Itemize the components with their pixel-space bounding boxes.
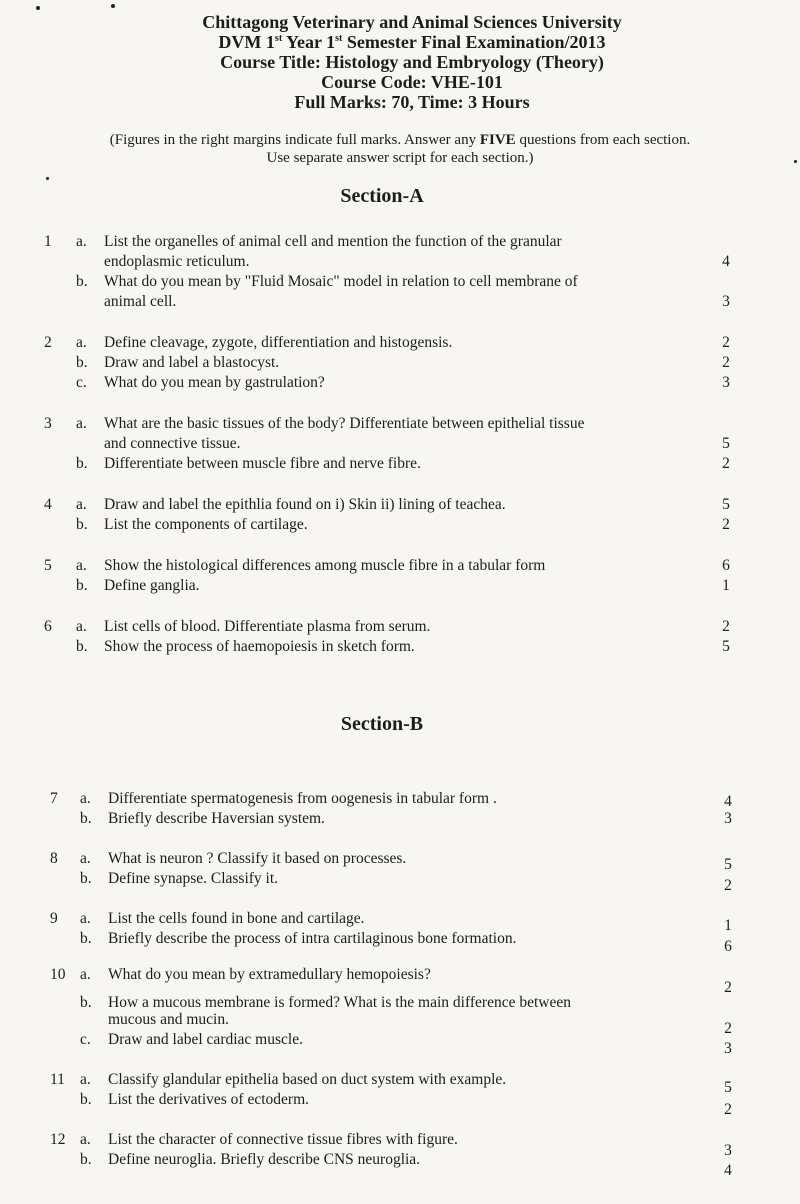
question-marks: 4	[722, 253, 730, 270]
question-marks: 2	[724, 877, 732, 894]
question-marks: 5	[724, 856, 732, 873]
question-part-label: b.	[76, 354, 88, 371]
question-part-label: b.	[80, 1151, 92, 1168]
question-line	[0, 1150, 800, 1179]
question-marks: 5	[722, 638, 730, 655]
question-text: Define cleavage, zygote, differentiation and histogensis.	[104, 334, 453, 351]
question-part-label: b.	[80, 870, 92, 887]
question-number: 11	[50, 1071, 65, 1088]
course-code: Course Code: VHE-101	[321, 72, 503, 92]
question-text: Show the process of haemopoiesis in sketch form.	[104, 638, 415, 655]
question-part-label: a.	[80, 1071, 91, 1088]
question-text: Differentiate between muscle fibre and nerve fibre.	[104, 455, 421, 472]
question-marks: 3	[722, 374, 730, 391]
question-number: 3	[44, 415, 52, 432]
scan-speck	[46, 177, 49, 180]
question-marks: 2	[722, 354, 730, 371]
question-text: List the organelles of animal cell and mention the function of the granular	[104, 233, 562, 250]
question-part-label: c.	[76, 374, 87, 391]
question-part-label: b.	[76, 577, 88, 594]
question-part-label: b.	[80, 810, 92, 827]
question-text: Define synapse. Classify it.	[108, 870, 279, 887]
marks-and-time: Full Marks: 70, Time: 3 Hours	[294, 92, 530, 112]
question-part-label: a.	[76, 415, 87, 432]
question-line	[0, 495, 800, 515]
question-marks: 1	[722, 577, 730, 594]
question-marks: 3	[724, 810, 732, 827]
question-marks: 2	[722, 618, 730, 635]
question-part-label: b.	[80, 1091, 92, 1108]
question-line	[0, 272, 800, 292]
question-number: 7	[50, 790, 58, 807]
question-part-label: b.	[76, 273, 88, 290]
question-part-label: b.	[76, 455, 88, 472]
question-line	[0, 333, 800, 353]
question-line	[0, 1070, 800, 1096]
question-text: What do you mean by gastrulation?	[104, 374, 325, 391]
question-part-label: a.	[76, 557, 87, 574]
question-line	[0, 1010, 800, 1037]
question-text: Draw and label cardiac muscle.	[108, 1031, 303, 1048]
exam-header	[0, 12, 800, 112]
question-line	[0, 232, 800, 252]
question-line	[0, 929, 800, 955]
question-line	[0, 849, 800, 873]
question-text: Draw and label a blastocyst.	[104, 354, 280, 371]
question-text: What do you mean by "Fluid Mosaic" model in relation to cell membrane of	[104, 273, 578, 290]
question-line	[0, 789, 800, 809]
question-number: 9	[50, 910, 58, 927]
question-text: Briefly describe the process of intra cartilaginous bone formation.	[108, 930, 517, 947]
instructions-line-1: (Figures in the right margins indicate full marks. Answer any FIVE questions from each section.	[109, 132, 691, 148]
question-marks: 3	[722, 293, 730, 310]
question-part-label: a.	[80, 966, 91, 983]
question-text: Define ganglia.	[104, 577, 200, 594]
question-marks: 5	[722, 435, 730, 452]
question-marks: 2	[724, 1020, 732, 1037]
scan-speck	[36, 6, 40, 10]
question-marks: 6	[724, 938, 732, 955]
question-marks: 2	[724, 1101, 732, 1118]
question-part-label: b.	[76, 638, 88, 655]
question-number: 4	[44, 496, 52, 513]
question-part-label: b.	[80, 994, 92, 1011]
question-line	[0, 434, 800, 454]
question-line	[0, 617, 800, 637]
question-text: List cells of blood. Differentiate plasma from serum.	[104, 618, 431, 635]
question-part-label: a.	[76, 496, 87, 513]
question-line	[0, 252, 800, 272]
question-line	[0, 454, 800, 474]
question-marks: 6	[722, 557, 730, 574]
question-number: 6	[44, 618, 52, 635]
question-number: 10	[50, 966, 66, 983]
question-text: mucous and mucin.	[108, 1011, 229, 1028]
question-text: Differentiate spermatogenesis from oogenesis in tabular form .	[108, 790, 497, 807]
question-part-label: b.	[76, 516, 88, 533]
question-text: What are the basic tissues of the body? Differentiate between epithelial tissue	[104, 415, 585, 432]
question-text: What do you mean by extramedullary hemopoiesis?	[108, 966, 431, 983]
question-text: List the character of connective tissue fibres with figure.	[108, 1131, 458, 1148]
question-number: 5	[44, 557, 52, 574]
question-line	[0, 1030, 800, 1057]
question-marks: 2	[722, 455, 730, 472]
question-line	[0, 1090, 800, 1118]
question-marks: 3	[724, 1040, 732, 1057]
question-part-label: a.	[80, 850, 91, 867]
question-part-label: a.	[80, 1131, 91, 1148]
course-title: Course Title: Histology and Embryology (Theory)	[220, 52, 604, 72]
instructions-line-2: Use separate answer script for each section.)	[266, 150, 534, 166]
question-line	[0, 965, 800, 996]
question-marks: 5	[724, 1079, 732, 1096]
question-text: List the cells found in bone and cartilage.	[108, 910, 365, 927]
question-text: and connective tissue.	[104, 435, 241, 452]
question-text: List the derivatives of ectoderm.	[108, 1091, 310, 1108]
university-name: Chittagong Veterinary and Animal Sciences University	[202, 12, 622, 32]
exam-title: DVM 1st Year 1st Semester Final Examination/2013	[218, 32, 606, 52]
question-text: Define neuroglia. Briefly describe CNS neuroglia.	[108, 1151, 421, 1168]
question-part-label: a.	[80, 910, 91, 927]
question-line	[0, 373, 800, 393]
question-marks: 1	[724, 917, 732, 934]
question-part-label: c.	[80, 1031, 91, 1048]
question-number: 2	[44, 334, 52, 351]
question-marks: 4	[724, 793, 732, 810]
question-text: Classify glandular epithelia based on duct system with example.	[108, 1071, 507, 1088]
question-line	[0, 414, 800, 434]
question-part-label: a.	[76, 334, 87, 351]
section-a-title: Section-A	[340, 185, 424, 207]
question-line	[0, 292, 800, 312]
question-text: Draw and label the epithlia found on i) Skin ii) lining of teachea.	[104, 496, 506, 513]
question-marks: 5	[722, 496, 730, 513]
question-line	[0, 1130, 800, 1159]
section-b-title: Section-B	[340, 713, 424, 735]
question-text: Briefly describe Haversian system.	[108, 810, 325, 827]
question-text: endoplasmic reticulum.	[104, 253, 250, 270]
question-line	[0, 556, 800, 576]
question-number: 8	[50, 850, 58, 867]
question-marks: 2	[724, 979, 732, 996]
question-part-label: b.	[80, 930, 92, 947]
question-number: 1	[44, 233, 52, 250]
question-number: 12	[50, 1131, 66, 1148]
question-part-label: a.	[80, 790, 91, 807]
question-part-label: a.	[76, 233, 87, 250]
instructions	[30, 131, 770, 167]
question-text: animal cell.	[104, 293, 177, 310]
question-line	[0, 809, 800, 829]
scan-speck	[111, 4, 115, 8]
question-line	[0, 576, 800, 596]
question-part-label: a.	[76, 618, 87, 635]
question-line	[0, 909, 800, 934]
question-line	[0, 869, 800, 894]
scan-speck	[794, 160, 797, 163]
question-line	[0, 515, 800, 535]
question-text: What is neuron ? Classify it based on processes.	[108, 850, 407, 867]
question-marks: 2	[722, 516, 730, 533]
question-marks: 4	[724, 1162, 732, 1179]
question-line	[0, 353, 800, 373]
question-marks: 3	[724, 1142, 732, 1159]
question-text: Show the histological differences among muscle fibre in a tabular form	[104, 557, 546, 574]
question-text: How a mucous membrane is formed? What is the main difference between	[108, 994, 571, 1011]
question-marks: 2	[722, 334, 730, 351]
question-text: List the components of cartilage.	[104, 516, 308, 533]
question-line	[0, 637, 800, 657]
